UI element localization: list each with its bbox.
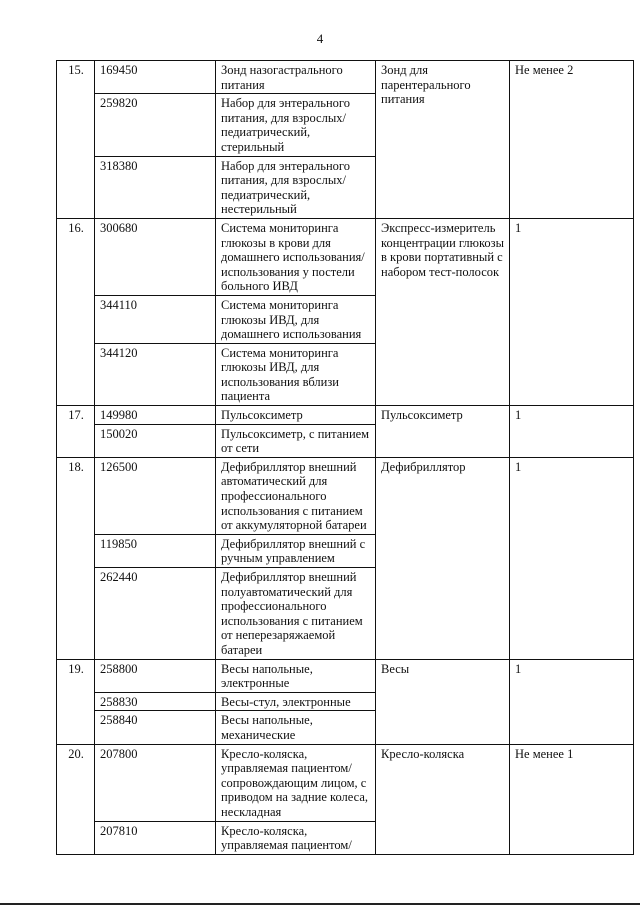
row-number: 15.: [57, 61, 95, 219]
table-row: [57, 659, 634, 692]
code-cell: 207810: [95, 821, 216, 854]
code-cell: 126500: [95, 457, 216, 534]
name-cell: Весы-стул, электронные: [216, 692, 376, 711]
name-cell: Зонд назогастрального питания: [216, 61, 376, 94]
code-cell: 344110: [95, 295, 216, 343]
code-cell: 262440: [95, 568, 216, 660]
row-number: 17.: [57, 406, 95, 458]
quantity-cell: 1: [510, 218, 634, 405]
name-cell: Система мониторинга глюкозы ИВД, для домашнего использования: [216, 295, 376, 343]
code-cell: 259820: [95, 94, 216, 156]
equipment-table: [56, 60, 634, 855]
required-item-cell: Зонд для парентерального питания: [376, 61, 510, 219]
quantity-cell: 1: [510, 457, 634, 659]
required-item-cell: Пульсоксиметр: [376, 406, 510, 458]
name-cell: Пульсоксиметр: [216, 406, 376, 425]
code-cell: 258840: [95, 711, 216, 744]
required-item-cell: Кресло-коляска: [376, 744, 510, 854]
required-item-cell: Весы: [376, 659, 510, 744]
code-cell: 344120: [95, 343, 216, 405]
row-number: 18.: [57, 457, 95, 659]
required-item-cell: Экспресс-измеритель концентрации глюкозы в крови портативный с набором тест-полосок: [376, 218, 510, 405]
name-cell: Набор для энтерального питания, для взрослых/педиатрический, стерильный: [216, 94, 376, 156]
quantity-cell: Не менее 1: [510, 744, 634, 854]
page-number: 4: [316, 31, 324, 46]
table-row: [57, 406, 634, 425]
table-row: [57, 744, 634, 821]
code-cell: 150020: [95, 424, 216, 457]
code-cell: 169450: [95, 61, 216, 94]
required-item-cell: Дефибриллятор: [376, 457, 510, 659]
table-row: [57, 457, 634, 534]
code-cell: 149980: [95, 406, 216, 425]
name-cell: Дефибриллятор внешний автоматический для профессионального использования с питанием от аккумуляторной батареи: [216, 457, 376, 534]
code-cell: 207800: [95, 744, 216, 821]
name-cell: Пульсоксиметр, с питанием от сети: [216, 424, 376, 457]
name-cell: Весы напольные, механические: [216, 711, 376, 744]
code-cell: 318380: [95, 156, 216, 218]
row-number: 16.: [57, 218, 95, 405]
row-number: 20.: [57, 744, 95, 854]
code-cell: 258830: [95, 692, 216, 711]
name-cell: Система мониторинга глюкозы в крови для домашнего использования/ использования у постели больного ИВД: [216, 218, 376, 295]
row-number: 19.: [57, 659, 95, 744]
quantity-cell: 1: [510, 659, 634, 744]
code-cell: 119850: [95, 534, 216, 567]
name-cell: Дефибриллятор внешний с ручным управлением: [216, 534, 376, 567]
name-cell: Кресло-коляска, управляемая пациентом/: [216, 821, 376, 854]
quantity-cell: 1: [510, 406, 634, 458]
table-row: [57, 218, 634, 295]
name-cell: Набор для энтерального питания, для взрослых/педиатрический, нестерильный: [216, 156, 376, 218]
name-cell: Дефибриллятор внешний полуавтоматический для профессионального использования с питанием от неперезаряжаемой батареи: [216, 568, 376, 660]
name-cell: Система мониторинга глюкозы ИВД, для использования вблизи пациента: [216, 343, 376, 405]
quantity-cell: Не менее 2: [510, 61, 634, 219]
name-cell: Кресло-коляска, управляемая пациентом/ сопровождающим лицом, с приводом на задние колеса, нескладная: [216, 744, 376, 821]
code-cell: 258800: [95, 659, 216, 692]
table-row: [57, 61, 634, 94]
code-cell: 300680: [95, 218, 216, 295]
name-cell: Весы напольные, электронные: [216, 659, 376, 692]
